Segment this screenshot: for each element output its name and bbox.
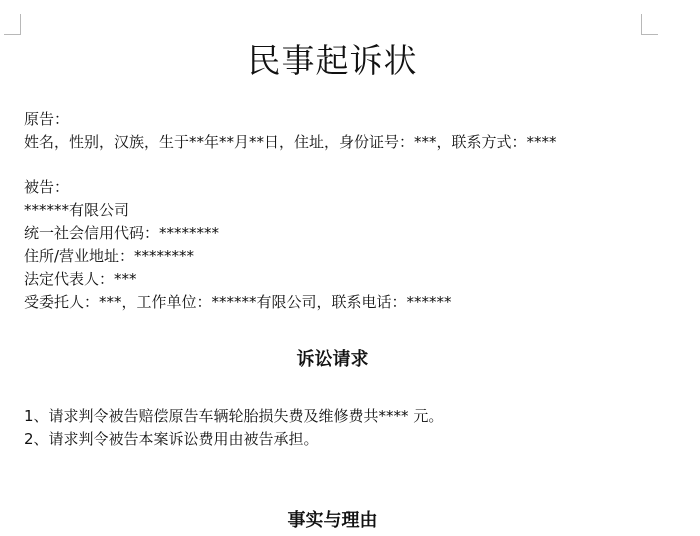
plaintiff-label: 原告：	[24, 110, 70, 128]
facts-heading: 事实与理由	[287, 510, 378, 531]
document-title: 民事起诉状	[247, 41, 418, 80]
plaintiff-info: 姓名，性别，汉族，生于**年**月**日，住址，身份证号：***，联系方式：****	[24, 133, 557, 151]
defendant-label: 被告：	[24, 178, 70, 196]
page-corner-mark-top-left	[4, 14, 21, 35]
defendant-address: 住所/营业地址：********	[24, 247, 195, 265]
defendant-legal-rep: 法定代表人：***	[24, 270, 137, 288]
claim-item-1: 1、请求判令被告赔偿原告车辆轮胎损失费及维修费共**** 元。	[24, 407, 444, 425]
defendant-credit-code: 统一社会信用代码：********	[24, 224, 220, 242]
claims-heading: 诉讼请求	[296, 349, 369, 370]
defendant-agent: 受委托人：***，工作单位：******有限公司，联系电话：******	[24, 293, 452, 311]
defendant-name: ******有限公司	[24, 201, 130, 219]
claim-item-2: 2、请求判令被告本案诉讼费用由被告承担。	[24, 430, 319, 448]
page-corner-mark-top-right	[641, 14, 658, 35]
